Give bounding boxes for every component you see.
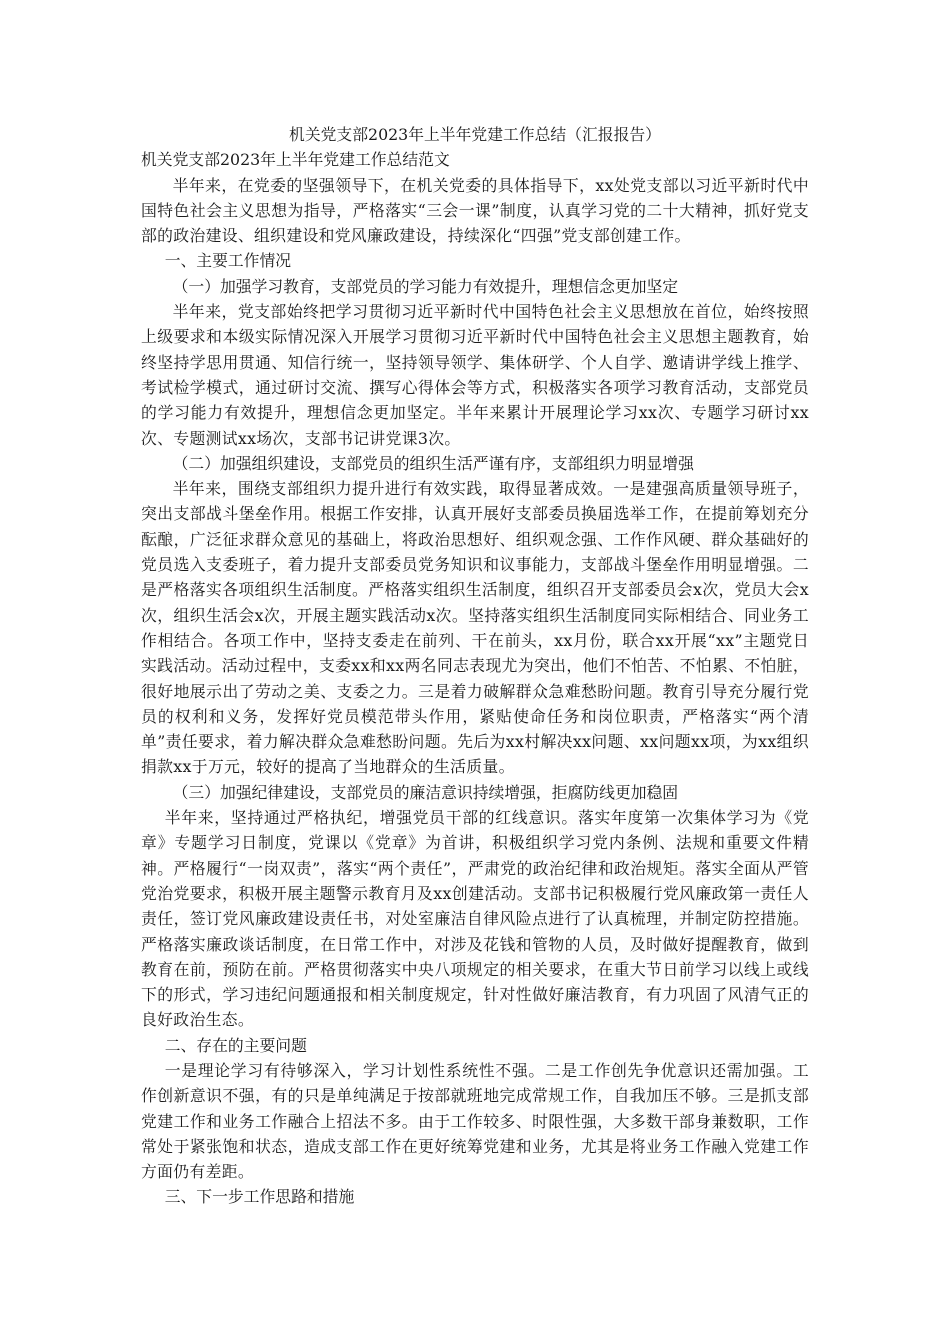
intro-paragraph: 半年来，在党委的坚强领导下，在机关党委的具体指导下，xx处党支部以习近平新时代中国特色社会主义思想为指导，严格落实“三会一课”制度，认真学习党的二十大精神，抓好党支部的政治建设、组织建设和党风廉政建设，持续深化“四强”党支部创建工作。 [141,175,809,246]
section-2-heading: 二、存在的主要问题 [164,1035,307,1055]
subsection-2-heading: （二）加强组织建设，支部党员的组织生活严谨有序，支部组织力明显增强 [172,453,694,473]
subsection-3-heading: （三）加强纪律建设，支部党员的廉洁意识持续增强，拒腐防线更加稳固 [172,782,679,802]
subsection-3-body: 半年来，坚持通过严格执纪，增强党员干部的红线意识。落实年度第一次集体学习为《党章》专题学习日制度，党课以《党章》为首讲，积极组织学习党内条例、法规和重要文件精神。严格履行“一岗双责”，落实“两个责任”，严肃党的政治纪律和政治规矩。落实全面从严管党治党要求，积极开展主题警示教育月及xx创建活动。支部书记积极履行党风廉政第一责任人责任，签订党风廉政建设责任书，对处室廉洁自律风险点进行了认真梳理，并制定防控措施。严格落实廉政谈话制度，在日常工作中，对涉及花钱和管物的人员，及时做好提醒教育，做到教育在前，预防在前。严格贯彻落实中央八项规定的相关要求，在重大节日前学习以线上或线下的形式，学习违纪问题通报和相关制度规定，针对性做好廉洁教育，有力巩固了风清气正的良好政治生态。 [141,808,809,1030]
subsection-1-heading: （一）加强学习教育，支部党员的学习能力有效提升，理想信念更加坚定 [172,276,679,296]
section-3-heading: 三、下一步工作思路和措施 [164,1187,355,1207]
section-1-heading: 一、主要工作情况 [164,251,292,271]
subsection-2-body: 半年来，围绕支部组织力提升进行有效实践，取得显著成效。一是建强高质量领导班子，突出支部战斗堡垒作用。根据工作安排，认真开展好支部委员换届选举工作，在提前筹划充分酝酿，广泛征求群众意见的基础上，将政治思想好、组织观念强、工作作风硬、群众基础好的党员选入支委班子，着力提升支部委员党务知识和议事能力，支部战斗堡垒作用明显增强。二是严格落实各项组织生活制度。严格落实组织生活制度，组织召开支部委员会x次，党员大会x次，组织生活会x次，开展主题实践活动x次。坚持落实组织生活制度同实际相结合、同业务工作相结合。各项工作中，坚持支委走在前列、干在前头，xx月份，联合xx开展“xx”主题党日实践活动。活动过程中，支委xx和xx两名同志表现尤为突出，他们不怕苦、不怕累、不怕脏，很好地展示出了劳动之美、支委之力。三是着力破解群众急难愁盼问题。教育引导充分履行党员的权利和义务，发挥好党员模范带头作用，紧贴使命任务和岗位职责，严格落实“两个清单”责任要求，着力解决群众急难愁盼问题。先后为xx村解决xx问题、xx问题xx项，为xx组织捐款xx于万元，较好的提高了当地群众的生活质量。 [141,479,809,777]
section-2-body: 一是理论学习有待够深入，学习计划性系统性不强。二是工作创先争优意识还需加强。工作创新意识不强，有的只是单纯满足于按部就班地完成常规工作，自我加压不够。三是抓支部党建工作和业务工作融合上招法不多。由于工作较多、时限性强，大多数干部身兼数职，工作常处于紧张饱和状态，造成支部工作在更好统筹党建和业务，尤其是将业务工作融入党建工作方面仍有差距。 [141,1060,809,1182]
document-title: 机关党支部2023年上半年党建工作总结（汇报报告） [289,125,661,144]
document-body [141,122,809,1210]
document-subtitle: 机关党支部2023年上半年党建工作总结范文 [141,150,450,170]
subsection-1-body: 半年来，党支部始终把学习贯彻习近平新时代中国特色社会主义思想放在首位，始终按照上级要求和本级实际情况深入开展学习贯彻习近平新时代中国特色社会主义思想主题教育，始终坚持学思用贯通、知信行统一，坚持领导领学、集体研学、个人自学、邀请讲学线上推学、考试检学模式，通过研讨交流、撰写心得体会等方式，积极落实各项学习教育活动，支部党员的学习能力有效提升，理想信念更加坚定。半年来累计开展理论学习xx次、专题学习研讨xx次、专题测试xx场次，支部书记讲党课3次。 [141,302,809,448]
